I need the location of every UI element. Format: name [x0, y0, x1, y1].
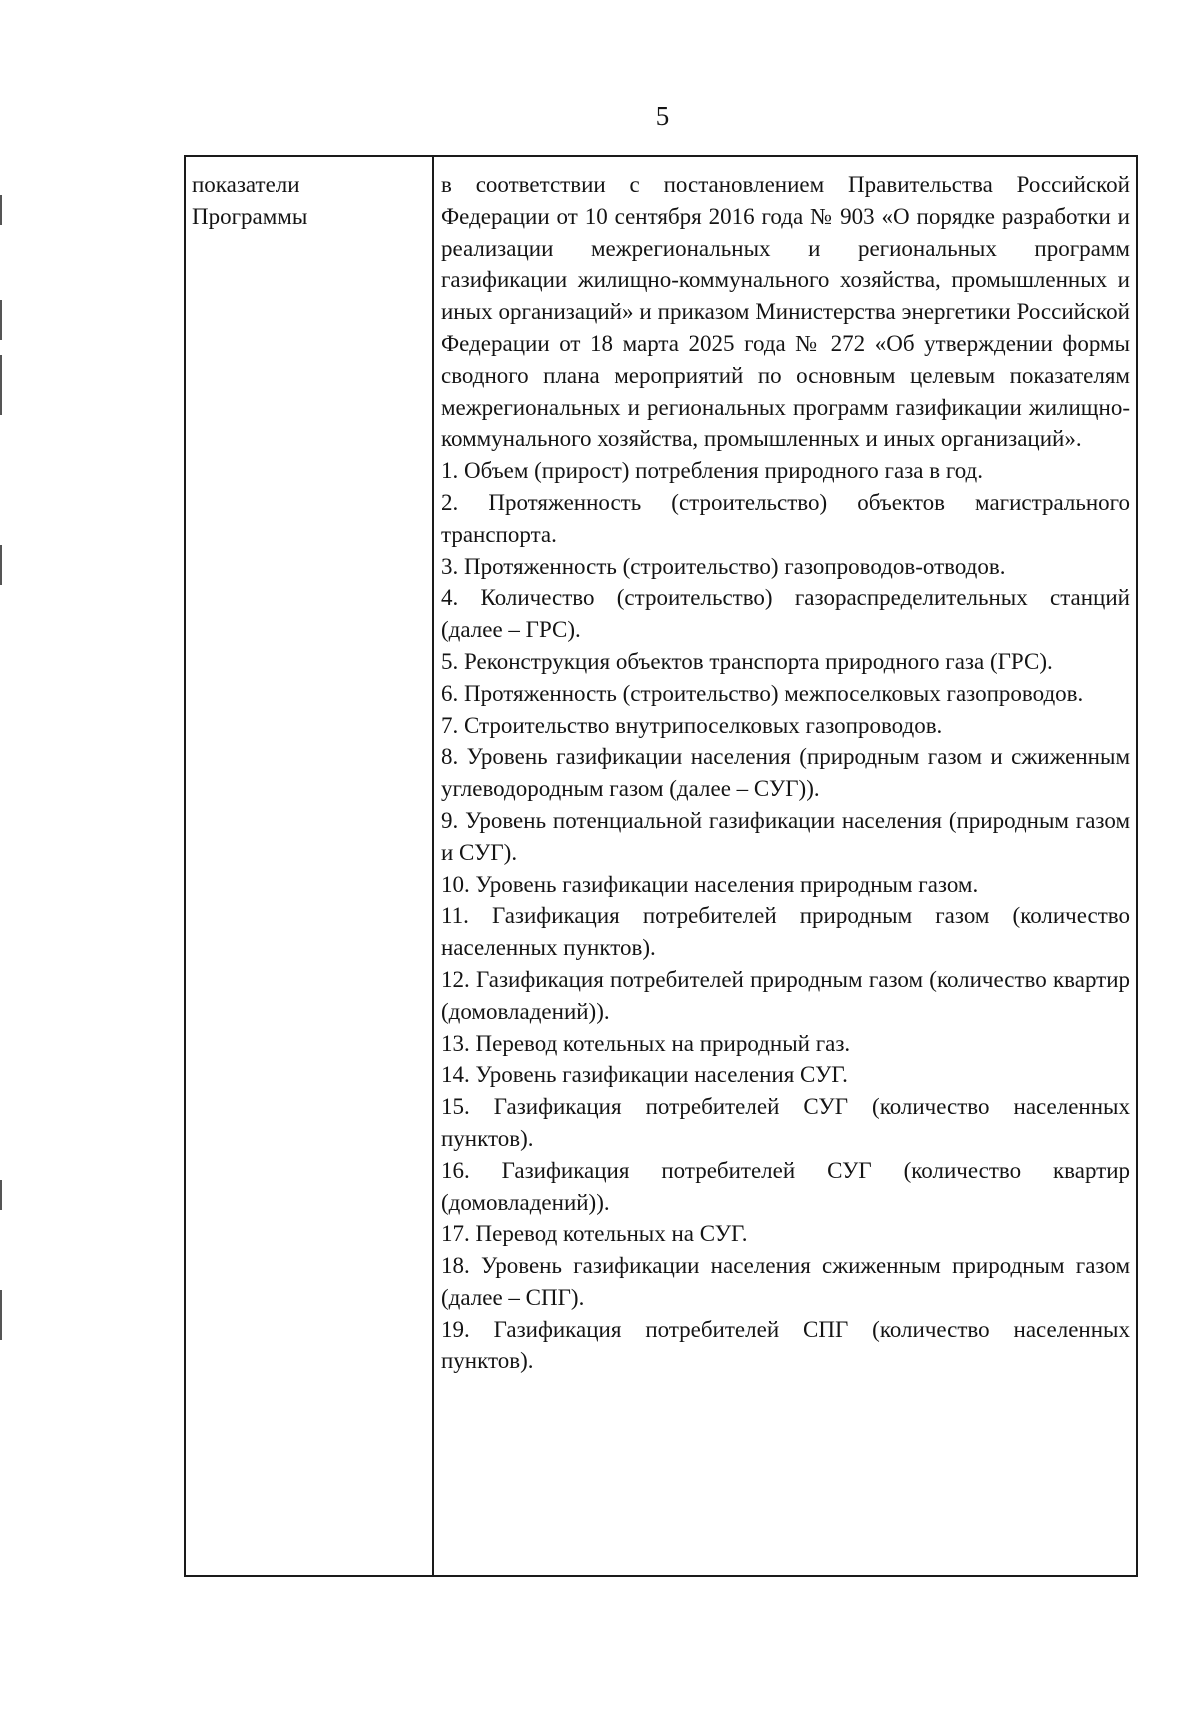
indicator-item: 18. Уровень газификации населения сжиженным природным газом (далее – СПГ). [441, 1253, 1130, 1310]
indicator-item: 17. Перевод котельных на СУГ. [441, 1221, 748, 1247]
indicator-item: 15. Газификация потребителей СУГ (количество населенных пунктов). [441, 1094, 1130, 1151]
table-content-cell [434, 157, 1136, 1575]
indicator-item: 7. Строительство внутрипоселковых газопроводов. [441, 712, 943, 738]
indicator-item: 10. Уровень газификации населения природным газом. [441, 871, 979, 897]
scan-edge-mark [0, 545, 2, 585]
indicator-item: 11. Газификация потребителей природным газом (количество населенных пунктов). [441, 903, 1130, 961]
scan-edge-mark [0, 195, 2, 225]
indicator-item: 19. Газификация потребителей СПГ (количество населенных пунктов). [441, 1316, 1130, 1374]
indicator-item: 9. Уровень потенциальной газификации населения (природным газом и СУГ). [441, 807, 1130, 865]
indicator-item: 4. Количество (строительство) газораспределительных станций (далее – ГРС). [441, 585, 1130, 643]
label-line-1: показатели [192, 172, 300, 197]
indicator-item: 2. Протяженность (строительство) объектов магистрального транспорта. [441, 489, 1130, 547]
scan-edge-mark [0, 300, 2, 340]
intro-paragraph: в соответствии с постановлением Правительства Российской Федерации от 10 сентября 2016 года № 903 «О порядке разработки и реализации межрегиональных и региональных программ газификации жилищно-коммунального хозяйства, промышленных и иных организаций» и приказом Министерства энергетики Российской Федерации от 18 марта 2025 года № 272 «Об утверждении формы сводного плана мероприятий по основным целевым показателям межрегиональных и региональных программ газификации жилищно-коммунального хозяйства, промышленных и иных организаций». [441, 172, 1130, 452]
scan-edge-mark [0, 1180, 2, 1210]
indicator-item: 1. Объем (прирост) потребления природного газа в год. [441, 458, 983, 484]
page-number: 5 [655, 101, 670, 131]
indicator-item: 5. Реконструкция объектов транспорта природного газа (ГРС). [441, 648, 1053, 674]
indicator-item: 3. Протяженность (строительство) газопроводов-отводов. [441, 553, 1006, 579]
indicator-item: 12. Газификация потребителей природным газом (количество квартир (домовладений)). [441, 966, 1130, 1024]
indicator-list [441, 455, 1130, 1377]
program-indicators-table [184, 155, 1138, 1577]
indicator-item: 6. Протяженность (строительство) межпоселковых газопроводов. [441, 680, 1084, 706]
table-label-cell [186, 157, 434, 1575]
scan-edge-mark [0, 355, 2, 415]
indicator-item: 14. Уровень газификации населения СУГ. [441, 1062, 848, 1088]
label-line-2: Программы [192, 204, 308, 229]
indicator-item: 16. Газификация потребителей СУГ (количество квартир (домовладений)). [441, 1157, 1130, 1215]
indicator-item: 13. Перевод котельных на природный газ. [441, 1030, 851, 1056]
scan-edge-mark [0, 1290, 2, 1340]
indicator-item: 8. Уровень газификации населения (природным газом и сжиженным углеводородным газом (далее – СУГ)). [441, 744, 1130, 802]
